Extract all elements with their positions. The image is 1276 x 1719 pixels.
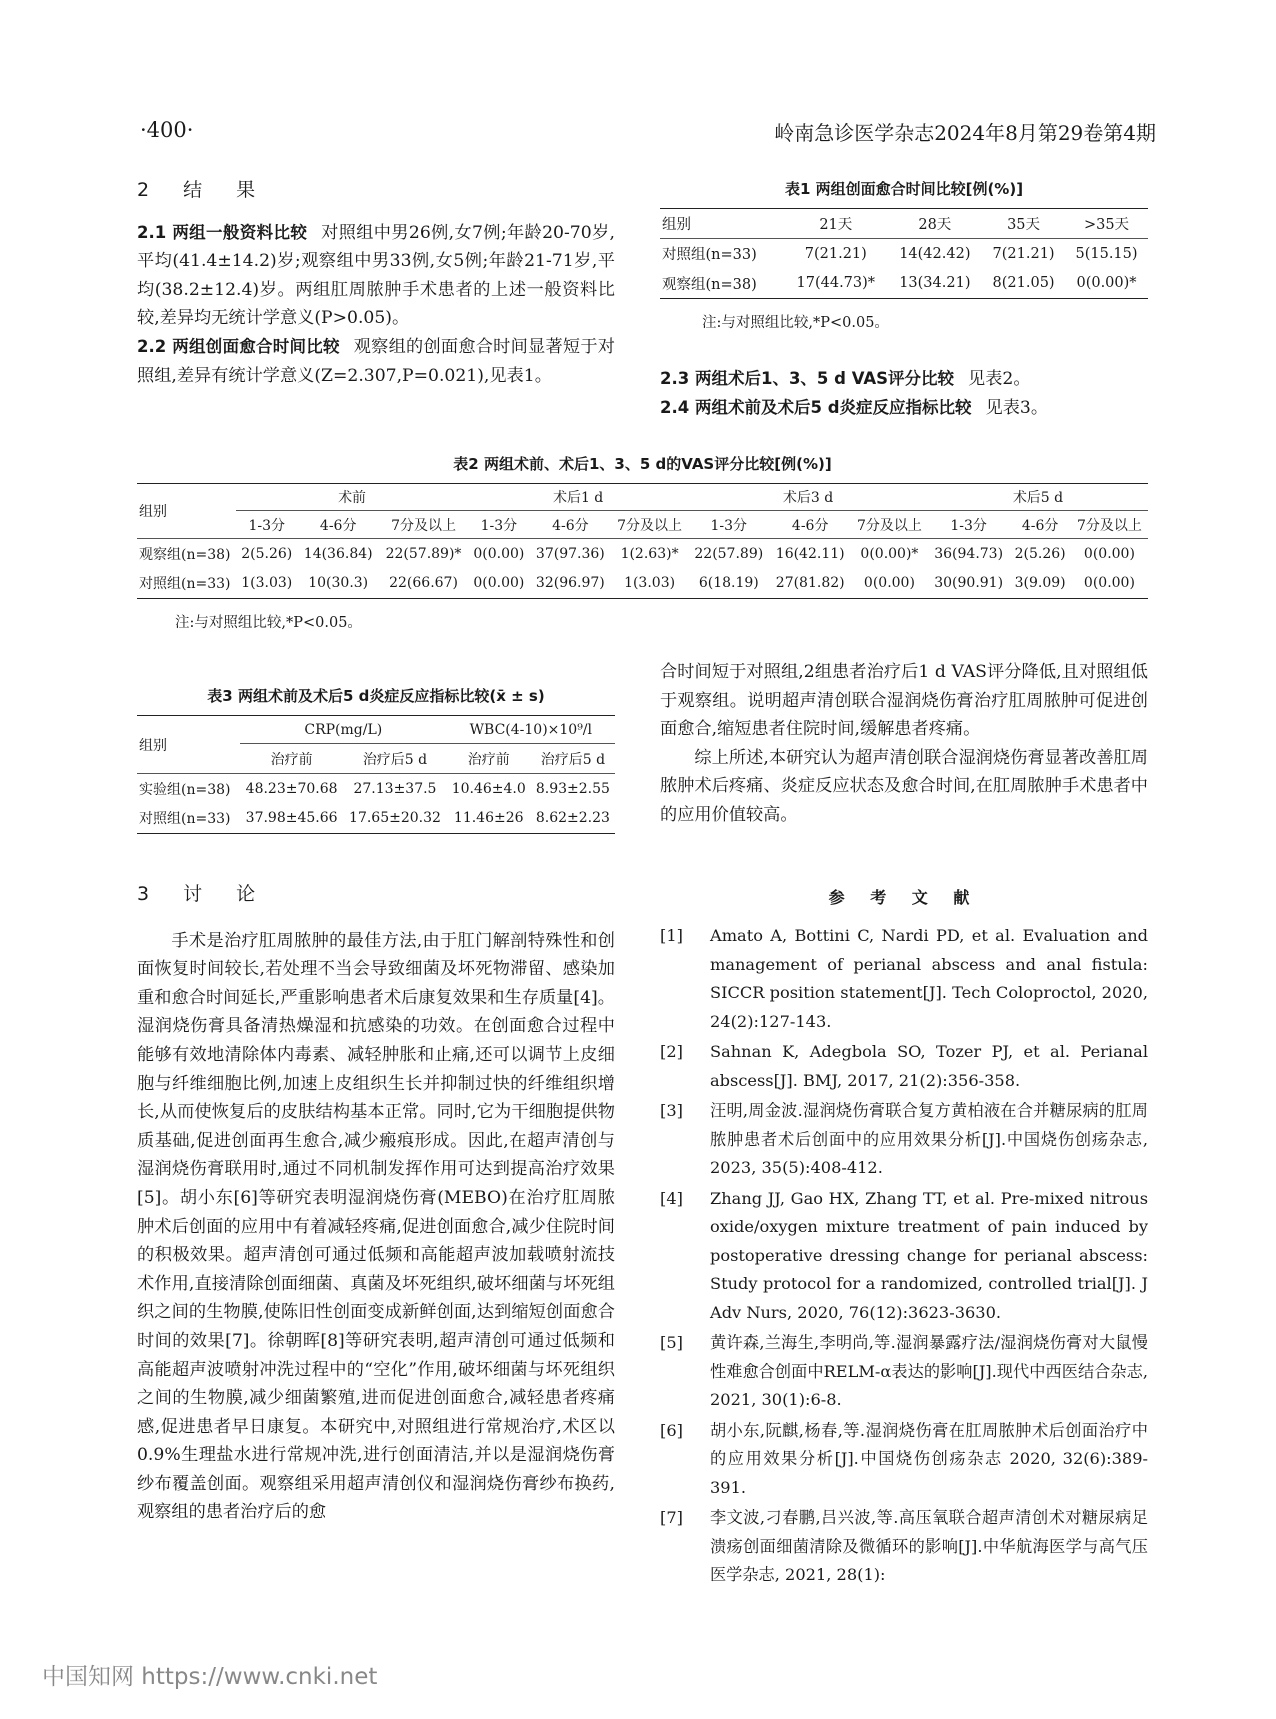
- reference-text: Amato A, Bottini C, Nardi PD, et al. Evaluation and management of perianal abscess and anal fistula: SICCR position statement[J]. Tech Coloproctol, 2020, 24(2):127-143.: [710, 926, 1148, 1031]
- table-cell: 实验组(n=38): [139, 781, 231, 798]
- table-2-subheader: 4-6分: [791, 517, 829, 534]
- table-1-header: 35天: [1007, 217, 1041, 233]
- reference-text: 汪明,周金波.湿润烧伤膏联合复方黄柏液在合并糖尿病的肛周脓肿患者术后创面中的应用效果分析[J].中国烧伤创疡杂志, 2023, 35(5):408-412.: [710, 1101, 1148, 1177]
- table-2: [137, 453, 1148, 632]
- subsections-2-3-2-4: [660, 365, 1148, 422]
- subsection-2-1-title: 2.1 两组一般资料比较: [137, 222, 308, 242]
- table-cell: 10.46±4.0: [451, 780, 526, 797]
- table-row: [137, 539, 1148, 569]
- table-cell: 27.13±37.5: [353, 780, 437, 797]
- reference-item: [660, 1097, 1148, 1183]
- section-2-heading: 2 结 果: [137, 179, 270, 201]
- table-2-subheader: 1-3分: [248, 517, 286, 534]
- table-3-subheader: 治疗后5 d: [540, 751, 606, 768]
- table-3-subheader: 治疗前: [270, 751, 313, 768]
- table-2-subheader: 1-3分: [950, 517, 987, 534]
- discussion-paragraph-cont: 合时间短于对照组,2组患者治疗后1 d VAS评分降低,且对照组低于观察组。说明超声清创联合湿润烧伤膏治疗肛周脓肿可促进创面愈合,缩短患者住院时间,缓解患者疼痛。: [660, 662, 1148, 740]
- table-2-caption: 表2 两组术前、术后1、3、5 d的VAS评分比较[例(%)]: [453, 455, 832, 473]
- table-row: [660, 269, 1148, 299]
- table-3: [137, 685, 615, 834]
- table-cell: 17.65±20.32: [349, 810, 441, 827]
- table-cell: 30(90.91): [934, 575, 1004, 592]
- reference-number: [5]: [660, 1333, 683, 1352]
- table-2-subheader: 7分及以上: [1076, 517, 1142, 534]
- table-cell: 14(36.84): [303, 545, 373, 562]
- table-1-header: 28天: [918, 217, 952, 233]
- table-row: [137, 774, 615, 804]
- table-2-subheader: 7分及以上: [391, 517, 456, 534]
- table-2-note: 注:与对照组比较,*P<0.05。: [175, 615, 362, 631]
- reference-number: [6]: [660, 1420, 683, 1440]
- table-cell: 10(30.3): [308, 575, 369, 592]
- section-3-heading: 3 讨 论: [137, 883, 270, 905]
- table-cell: 对照组(n=33): [139, 576, 231, 593]
- table-cell: 1(3.03): [624, 575, 676, 592]
- table-cell: 36(94.73): [934, 545, 1004, 562]
- subsection-2-4-text: 见表3。: [985, 397, 1049, 418]
- table-cell: 0(0.00)*: [860, 545, 919, 562]
- reference-item: [660, 1038, 1148, 1095]
- reference-text: Sahnan K, Adegbola SO, Tozer PJ, et al. Perianal abscess[J]. BMJ, 2017, 21(2):356-358.: [710, 1042, 1148, 1090]
- table-1: [660, 178, 1148, 332]
- table-cell: 27(81.82): [775, 575, 845, 592]
- table-cell: 22(66.67): [389, 575, 458, 592]
- table-cell: 1(3.03): [241, 575, 293, 592]
- table-cell: 8.62±2.23: [535, 810, 610, 827]
- table-cell: 0(0.00)*: [1076, 275, 1137, 292]
- table-2-period: 术后5 d: [928, 484, 1148, 511]
- table-row: [137, 804, 615, 834]
- table-cell: 0(0.00): [473, 545, 525, 562]
- table-cell: 14(42.42): [899, 245, 971, 262]
- cnki-watermark: 中国知网 https://www.cnki.net: [42, 1664, 378, 1690]
- reference-item: [660, 1417, 1148, 1503]
- table-2-subheader: 1-3分: [480, 517, 518, 534]
- table-cell: 22(57.89)*: [385, 545, 462, 562]
- table-1-header: >35天: [1083, 217, 1130, 233]
- table-cell: 8.93±2.55: [535, 780, 610, 797]
- table-1-caption: 表1 两组创面愈合时间比较[例(%)]: [784, 180, 1024, 198]
- reference-item: [660, 1329, 1148, 1415]
- table-cell: 0(0.00): [1083, 575, 1135, 592]
- reference-text: Zhang JJ, Gao HX, Zhang TT, et al. Pre-mixed nitrous oxide/oxygen mixture treatment of pain induced by postoperative dressing change for perianal abscess: Study protocol for a randomized, controlled trial[J]. J Adv Nurs, 2020, 76(12):3623-3630.: [710, 1188, 1148, 1322]
- table-cell: 48.23±70.68: [245, 780, 338, 797]
- table-cell: 37(97.36): [535, 545, 605, 562]
- table-cell: 对照组(n=33): [139, 811, 231, 828]
- table-1-header: 21天: [819, 217, 853, 233]
- table-row: [660, 239, 1148, 269]
- subsection-2-3-text: 见表2。: [968, 369, 1031, 389]
- discussion-continued: [660, 658, 1148, 830]
- table-2-period: 术后3 d: [688, 484, 928, 511]
- table-2-subheader: 4-6分: [319, 517, 357, 534]
- table-2-subheader: 7分及以上: [617, 517, 683, 534]
- reference-text: 李文波,刁春鹏,吕兴波,等.高压氧联合超声清创术对糖尿病足溃疡创面细菌清除及微循环的影响[J].中华航海医学与高气压医学杂志, 2021, 28(1):: [710, 1508, 1148, 1584]
- table-cell: 13(34.21): [899, 275, 971, 292]
- table-3-subheader: 治疗前: [467, 751, 510, 768]
- table-cell: 7(21.21): [992, 245, 1055, 262]
- table-cell: 观察组(n=38): [139, 546, 231, 563]
- reference-number: [3]: [660, 1101, 683, 1120]
- table-cell: 0(0.00): [863, 575, 915, 592]
- subsection-2-3-title: 2.3 两组术后1、3、5 d VAS评分比较: [660, 369, 955, 388]
- table-3-crp-header: CRP(mg/L): [240, 716, 447, 744]
- table-cell: 37.98±45.66: [245, 810, 338, 827]
- reference-number: [1]: [660, 926, 683, 945]
- subsection-2-4-title: 2.4 两组术前及术后5 d炎症反应指标比较: [660, 397, 972, 417]
- table-cell: 0(0.00): [473, 575, 525, 592]
- table-2-subheader: 1-3分: [710, 517, 748, 534]
- table-3-group-header: 组别: [139, 737, 167, 754]
- table-cell: 2(5.26): [241, 545, 293, 562]
- table-cell: 6(18.19): [698, 575, 759, 592]
- table-1-header: 组别: [662, 217, 691, 233]
- reference-text: 黄许森,兰海生,李明尚,等.湿润暴露疗法/湿润烧伤膏对大鼠慢性难愈合创面中RELM-α表达的影响[J].现代中西医结合杂志, 2021, 30(1):6-8.: [710, 1333, 1148, 1409]
- table-cell: 对照组(n=33): [662, 247, 757, 264]
- section-3: [137, 880, 615, 1527]
- subsection-2-2-text: 观察组的创面愈合时间显著短于对照组,差异有统计学意义(Z=2.307,P=0.021),见表1。: [137, 336, 615, 386]
- table-cell: 3(9.09): [1014, 575, 1066, 592]
- table-2-group-header: 组别: [139, 504, 167, 520]
- reference-text: 胡小东,阮麒,杨春,等.湿润烧伤膏在肛周脓肿术后创面治疗中的应用效果分析[J].中国烧伤创疡杂志 2020, 32(6):389-391.: [710, 1420, 1148, 1497]
- table-cell: 8(21.05): [992, 275, 1055, 292]
- table-cell: 17(44.73)*: [796, 275, 876, 292]
- table-2-subheader: 4-6分: [1021, 517, 1059, 534]
- table-1-note: 注:与对照组比较,*P<0.05。: [702, 315, 889, 331]
- table-row: [137, 569, 1148, 599]
- table-3-caption: 表3 两组术前及术后5 d炎症反应指标比较(x̄ ± s): [207, 687, 545, 705]
- table-cell: 观察组(n=38): [662, 276, 757, 293]
- conclusion-paragraph: 综上所述,本研究认为超声清创联合湿润烧伤膏显著改善肛周脓肿术后疼痛、炎症反应状态及愈合时间,在肛周脓肿手术患者中的应用价值较高。: [660, 747, 1148, 825]
- table-cell: 32(96.97): [535, 575, 605, 592]
- discussion-paragraph: 手术是治疗肛周脓肿的最佳方法,由于肛门解剖特殊性和创面恢复时间较长,若处理不当会导致细菌及坏死物滞留、感染加重和愈合时间延长,严重影响患者术后康复效果和生存质量[4]。湿润烧伤膏具备清热燥湿和抗感染的功效。在创面愈合过程中能够有效地清除体内毒素、减轻肿胀和止痛,还可以调节上皮细胞与纤维细胞比例,加速上皮组织生长并抑制过快的纤维组织增长,从而使恢复后的皮肤结构基本正常。同时,它为干细胞提供物质基础,促进创面再生愈合,减少瘢痕形成。因此,在超声清创与湿润烧伤膏联用时,通过不同机制发挥作用可达到提高治疗效果[5]。胡小东[6]等研究表明湿润烧伤膏(MEBO)在治疗肛周脓肿术后创面的应用中有着减轻疼痛,促进创面愈合,减少住院时间的积极效果。超声清创可通过低频和高能超声波加载喷射流技术作用,直接清除创面细菌、真菌及坏死组织,破坏细菌与坏死组织之间的生物膜,使陈旧性创面变成新鲜创面,达到缩短创面愈合时间的效果[7]。徐朝晖[8]等研究表明,超声清创可通过低频和高能超声波喷射冲洗过程中的“空化”作用,破坏细菌与坏死组织之间的生物膜,减少细菌繁殖,进而促进创面愈合,减轻患者疼痛感,促进患者早日康复。本研究中,对照组进行常规治疗,术区以0.9%生理盐水进行常规冲洗,进行创面清洁,并以是湿润烧伤膏纱布覆盖创面。观察组采用超声清创仪和湿润烧伤膏纱布换药,观察组的患者治疗后的愈: [137, 930, 615, 1523]
- section-2: [137, 176, 615, 390]
- reference-number: [7]: [660, 1508, 683, 1527]
- reference-number: [2]: [660, 1042, 683, 1061]
- table-3-subheader: 治疗后5 d: [362, 751, 428, 768]
- table-cell: 1(2.63)*: [620, 545, 679, 562]
- table-cell: 0(0.00): [1083, 545, 1135, 562]
- reference-item: [660, 922, 1148, 1036]
- table-2-subheader: 4-6分: [552, 517, 589, 534]
- references: [660, 885, 1148, 1592]
- table-2-period: 术前: [236, 484, 468, 511]
- table-cell: 5(15.15): [1075, 245, 1138, 262]
- table-cell: 11.46±26: [453, 810, 524, 827]
- table-cell: 22(57.89): [694, 545, 764, 562]
- table-cell: 7(21.21): [804, 245, 867, 262]
- references-heading: 参 考 文 献: [828, 888, 980, 907]
- table-2-subheader: 7分及以上: [856, 517, 922, 534]
- reference-item: [660, 1504, 1148, 1590]
- journal-title: 岭南急诊医学杂志2024年8月第29卷第4期: [774, 121, 1156, 145]
- subsection-2-2-title: 2.2 两组创面愈合时间比较: [137, 336, 340, 356]
- reference-item: [660, 1185, 1148, 1328]
- reference-number: [4]: [660, 1188, 683, 1208]
- subsection-2-1-text: 对照组中男26例,女7例;年龄20-70岁,平均(41.4±14.2)岁;观察组中男33例,女5例;年龄21-71岁,平均(38.2±12.4)岁。两组肛周脓肿手术患者的上述一般资料比较,差异均无统计学意义(P>0.05)。: [137, 222, 615, 329]
- table-2-period: 术后1 d: [468, 484, 688, 511]
- table-3-wbc-header: WBC(4-10)×10⁹/l: [447, 716, 615, 744]
- page-number: ·400·: [140, 118, 194, 142]
- table-cell: 2(5.26): [1014, 545, 1066, 562]
- table-cell: 16(42.11): [775, 545, 845, 562]
